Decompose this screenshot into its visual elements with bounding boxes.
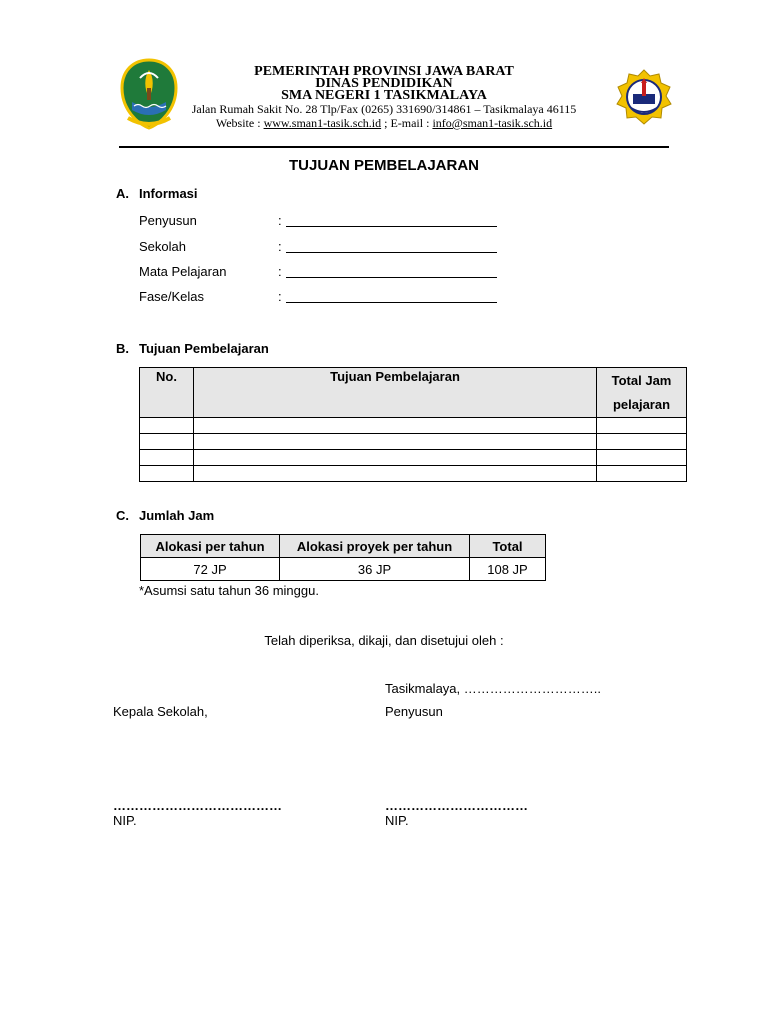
left-sign-role: Kepala Sekolah, [113,704,208,719]
table-cell[interactable] [140,418,194,434]
table-cell[interactable] [194,434,597,450]
value-alokasi-tahun: 72 JP [141,558,280,581]
letterhead-contact [0,116,768,130]
section-b-title: Tujuan Pembelajaran [139,341,269,356]
table-cell[interactable] [194,418,597,434]
value-total: 108 JP [470,558,546,581]
right-sign-nip: NIP. [385,813,409,828]
letterhead-line2: DINAS PENDIDIKAN [315,76,453,91]
section-b-letter: B. [116,341,129,356]
header-alokasi-tahun: Alokasi per tahun [141,535,280,558]
table-cell[interactable] [597,418,687,434]
website-label: Website : [215,116,264,130]
section-a-letter: A. [116,186,129,201]
table-row [141,558,546,581]
email-link[interactable]: info@sman1-tasik.sch.id [432,116,553,130]
section-a-title: Informasi [139,186,198,201]
left-sign-line: ………………………………… [113,798,282,813]
field-label-mata-pelajaran: Mata Pelajaran [139,264,227,279]
right-sign-role: Penyusun [385,704,443,719]
table-cell[interactable] [140,434,194,450]
field-colon: : [278,213,282,228]
email-label: ; E-mail : [381,116,433,130]
header-total-jam-line2: pelajaran [612,397,671,412]
field-colon: : [278,239,282,254]
tujuan-table [139,367,687,482]
table-row [140,450,687,466]
value-alokasi-proyek: 36 JP [280,558,470,581]
header-total-jam [597,368,687,418]
jumlah-jam-table [140,534,546,581]
header-total: Total [470,535,546,558]
table-cell[interactable] [597,434,687,450]
letterhead-line1: PEMERINTAH PROVINSI JAWA BARAT [254,64,514,79]
table-cell[interactable] [140,466,194,482]
page-title: TUJUAN PEMBELAJARAN [288,157,479,174]
table-cell[interactable] [194,466,597,482]
right-sign-line: …………………………… [385,798,528,813]
place-date: Tasikmalaya, ………………………….. [385,681,601,696]
assumption-note: *Asumsi satu tahun 36 minggu. [139,583,319,598]
field-input-penyusun[interactable] [286,226,497,227]
field-input-mata-pelajaran[interactable] [286,277,497,278]
field-label-penyusun: Penyusun [139,213,197,228]
section-c-title: Jumlah Jam [139,508,215,523]
header-tujuan: Tujuan Pembelajaran [194,368,597,418]
header-no: No. [140,368,194,418]
field-label-sekolah: Sekolah [139,239,186,254]
website-link[interactable]: www.sman1-tasik.sch.id [263,116,382,130]
letterhead-address: Jalan Rumah Sakit No. 28 Tlp/Fax (0265) 331690/314861 – Tasikmalaya 46115 [191,102,577,116]
field-label-fase-kelas: Fase/Kelas [139,289,205,304]
table-cell[interactable] [597,450,687,466]
table-row [140,418,687,434]
table-row [140,434,687,450]
table-row [140,466,687,482]
table-cell[interactable] [597,466,687,482]
table-cell[interactable] [194,450,597,466]
header-total-jam-line1: Total Jam [611,373,672,388]
field-colon: : [278,264,282,279]
section-c-letter: C. [116,508,129,523]
letterhead-line3: SMA NEGERI 1 TASIKMALAYA [281,88,487,103]
field-input-fase-kelas[interactable] [286,302,497,303]
letterhead-divider [119,146,669,148]
field-input-sekolah[interactable] [286,252,497,253]
table-cell[interactable] [140,450,194,466]
left-sign-nip: NIP. [113,813,137,828]
field-colon: : [278,289,282,304]
approval-text: Telah diperiksa, dikaji, dan disetujui oleh : [264,633,504,648]
header-alokasi-proyek: Alokasi proyek per tahun [280,535,470,558]
